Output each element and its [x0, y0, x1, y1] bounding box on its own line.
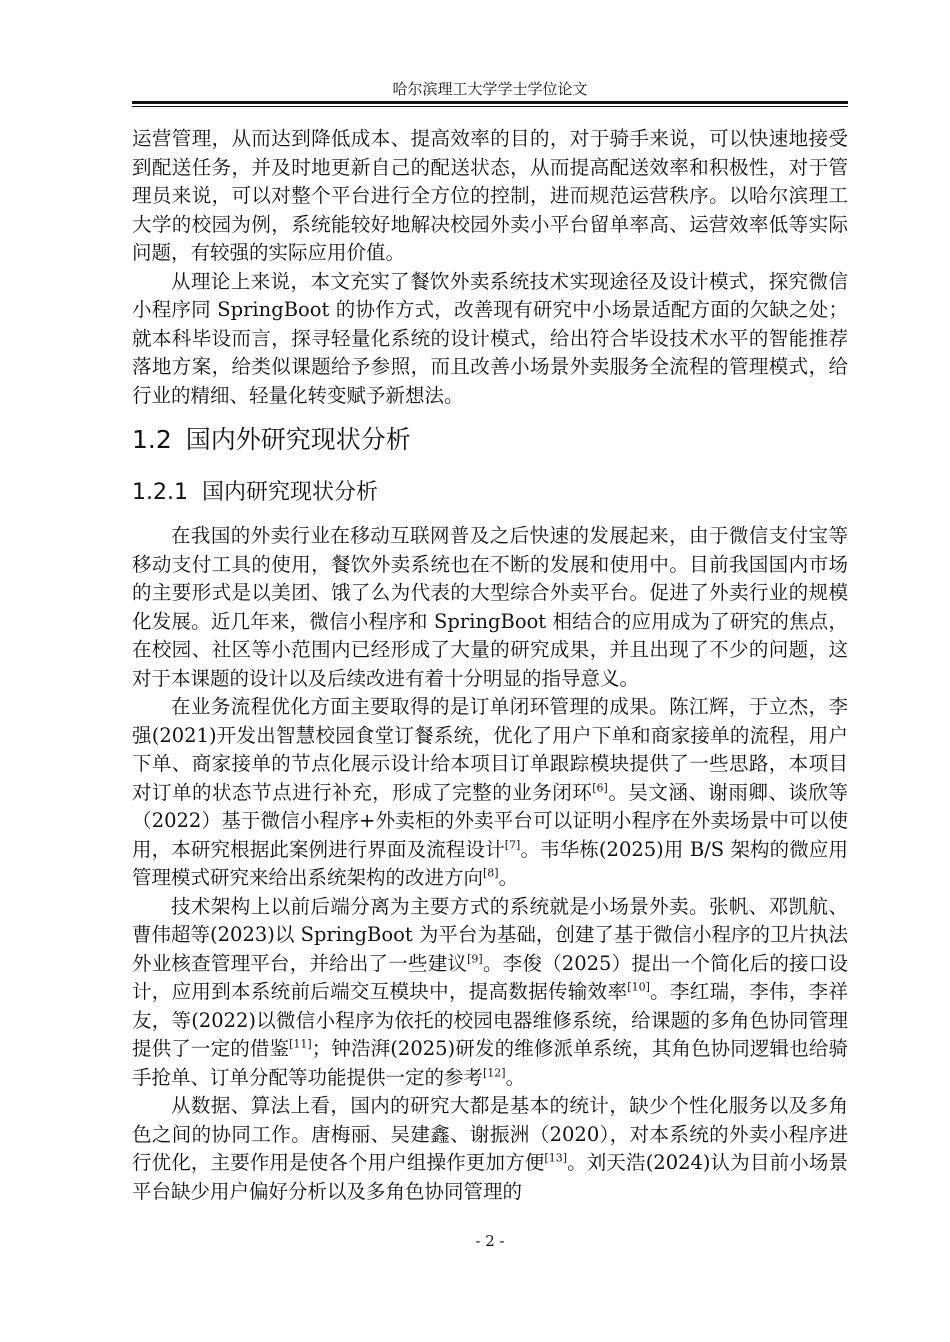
page-body	[132, 125, 848, 1206]
subsection-heading	[132, 478, 848, 508]
text-run: 技术架构上以前后端分离为主要方式的系统就是小场景外卖。张帆、邓凯航、曹伟超等(2023)以 SpringBoot 为平台为基础，创建了基于微信小程序的卫片执法外业核查管理平台，并给出了一些建议	[132, 894, 848, 975]
paragraph-significance: 从理论上来说，本文充实了餐饮外卖系统技术实现途径及设计模式，探究微信小程序同 SpringBoot 的协作方式，改善现有研究中小场景适配方面的欠缺之处；就本科毕设而言，探寻轻量化系统的设计模式，给出符合毕设技术水平的智能推荐落地方案，给类似课题给予参照，而且改善小场景外卖服务全流程的管理模式，给行业的精细、轻量化转变赋予新想法。	[132, 269, 848, 407]
text-run: 从数据、算法上看，国内的研究大都是基本的统计，缺少个性化服务以及多角色之间的协同工作。唐梅丽、吴建鑫、谢振洲（2020），对本系统的外卖小程序进行优化，主要作用是使各个用户组操作更加方便	[132, 1094, 848, 1174]
page-number: - 2 -	[475, 1232, 505, 1250]
paragraph-continuation: 运营管理，从而达到降低成本、提高效率的目的，对于骑手来说，可以快速地接受到配送任务，并及时地更新自己的配送状态，从而提高配送效率和积极性，对于管理员来说，可以对整个平台进行全方位的控制，进而规范运营秩序。以哈尔滨理工大学的校园为例，系统能较好地解决校园外卖小平台留单率高、运营效率低等实际问题，有较强的实际应用价值。	[132, 127, 848, 264]
running-header: 哈尔滨理工大学学士学位论文	[392, 80, 588, 98]
section-title: 国内外研究现状分析	[185, 425, 411, 454]
citation: [6]	[592, 781, 608, 794]
citation: [10]	[627, 980, 650, 994]
paragraph-overview: 在我国的外卖行业在移动互联网普及之后快速的发展起来，由于微信支付宝等移动支付工具的使用，餐饮外卖系统也在不断的发展和使用中。目前我国国内市场的主要形式是以美团、饿了么为代表的大型综合外卖平台。促进了外卖行业的规模化发展。近几年来，微信小程序和 SpringBoot 相结合的应用成为了研究的焦点，在校园、社区等小范围内已经形成了大量的研究成果，并且出现了不少的问题，这对于本课题的设计以及后续改进有着十分明显的指导意义。	[132, 524, 848, 690]
subsection-title: 国内研究现状分析	[201, 480, 378, 505]
citation: [8]	[483, 866, 499, 880]
text-run: 。	[498, 866, 519, 889]
text-run: 在业务流程优化方面主要取得的是订单闭环管理的成果。陈江辉，于立杰，李强(2021)开发出智慧校园食堂订餐系统，优化了用户下单和商家接单的流程，用户下单、商家接单的节点化展示设计给本项目订单跟踪模块提供了一些思路，本项目对订单的状态节点进行补充，形成了完整的业务闭环	[132, 695, 848, 804]
text-run: 。吴文涵、谢雨卿、谈欣等（2022）基于微信小程序+外卖柜的外卖平台可以证明小程序在外卖场景中可以使用，本研究根据此案例进行界面及流程设计	[132, 780, 848, 861]
citation: [12]	[483, 1066, 506, 1079]
header-rule-thin	[132, 106, 848, 107]
citation: [13]	[544, 1151, 567, 1165]
text-run: ；钟浩湃(2025)研发的维修派单系统，其角色协同逻辑也给骑手抢单、订单分配等功能提供一定的参考	[132, 1037, 848, 1089]
paragraph-business-process	[132, 693, 848, 893]
subsection-number: 1.2.1	[132, 480, 188, 505]
section-heading	[132, 424, 848, 456]
citation: [9]	[467, 952, 483, 965]
citation: [7]	[504, 838, 521, 851]
text-run: 。李红瑞，李伟，李祥友，等(2022)以微信小程序为依托的校园电器维修系统，给课题的多角色协同管理提供了一定的借鉴	[132, 980, 848, 1060]
text-run: 。李俊（2025）提出一个简化后的接口设计，应用到本系统前后端交互模块中，提高数据传输效率	[132, 951, 848, 1003]
paragraph-data-algorithm	[132, 1092, 848, 1206]
paragraph-architecture	[132, 893, 848, 1093]
text-run: 。韦华栋(2025)用 B/S 架构的微应用管理模式研究来给出系统架构的改进方向	[132, 837, 848, 889]
citation: [11]	[289, 1037, 312, 1051]
text-run: 。	[505, 1065, 526, 1089]
text-run: 。刘天浩(2024)认为目前小场景平台缺少用户偏好分析以及多角色协同管理的	[132, 1151, 848, 1203]
header-rule-thick	[132, 101, 848, 104]
section-number: 1.2	[132, 425, 172, 454]
